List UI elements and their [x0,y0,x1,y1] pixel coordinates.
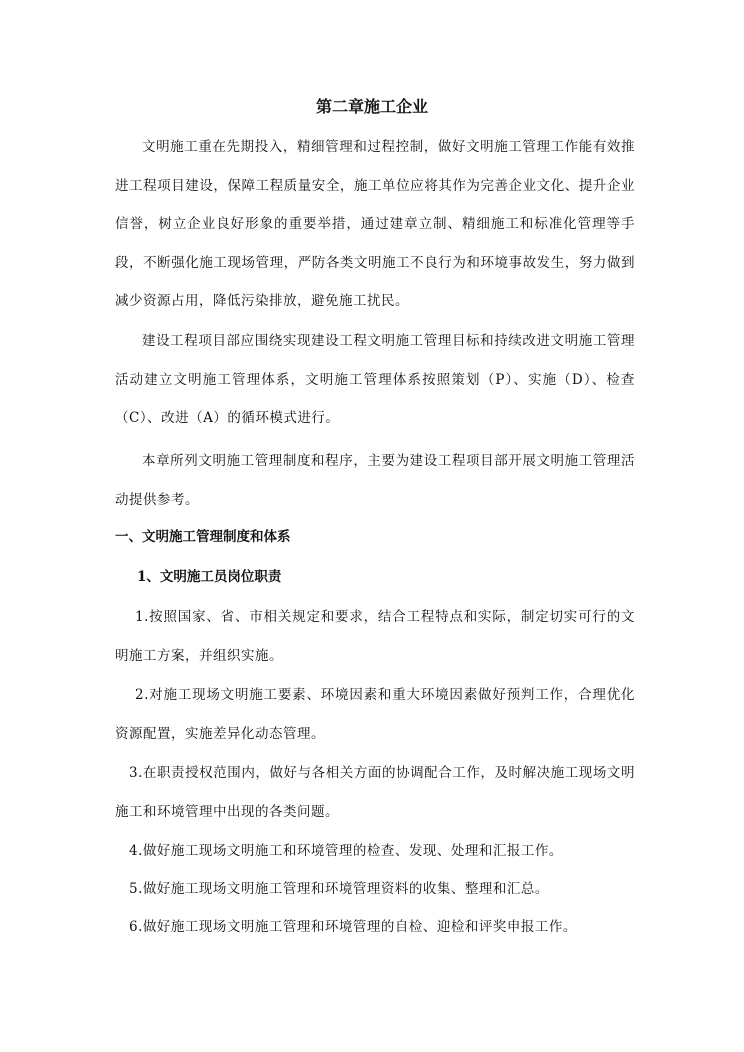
duty-item-1: 1.按照国家、省、市相关规定和要求，结合工程特点和实际，制定切实可行的文明施工方案，并组织实施。 [115,609,635,664]
duty-item-6: 6.做好施工现场文明施工管理和环境管理的自检、迎检和评奖申报工作。 [129,919,577,935]
duty-item-5: 5.做好施工现场文明施工管理和环境管理资料的收集、整理和汇总。 [129,881,549,897]
duty-item-2: 2.对施工现场文明施工要素、环境因素和重大环境因素做好预判工作，合理优化资源配置，实施差异化动态管理。 [115,687,635,742]
section-heading: 一、文明施工管理制度和体系 [115,529,291,545]
duty-item-3: 3.在职责授权范围内，做好与各相关方面的协调配合工作，及时解决施工现场文明施工和环境管理中出现的各类问题。 [115,765,635,820]
subsection-heading: 1、文明施工员岗位职责 [137,569,282,585]
chapter-title: 第二章施工企业 [315,97,428,116]
duty-item-4: 4.做好施工现场文明施工和环境管理的检查、发现、处理和汇报工作。 [129,843,563,859]
intro-paragraph-3: 本章所列文明施工管理制度和程序，主要为建设工程项目部开展文明施工管理活动提供参考。 [115,453,635,508]
intro-paragraph-2: 建设工程项目部应围绕实现建设工程文明施工管理目标和持续改进文明施工管理活动建立文明施工管理体系，文明施工管理体系按照策划（P）、实施（D）、检查（C）、改进（A）的循环模式进行。 [115,333,635,426]
intro-paragraph-1: 文明施工重在先期投入，精细管理和过程控制，做好文明施工管理工作能有效推进工程项目建设，保障工程质量安全，施工单位应将其作为完善企业文化、提升企业信誉，树立企业良好形象的重要举措，通过建章立制、精细施工和标准化管理等手段，不断强化施工现场管理，严防各类文明施工不良行为和环境事故发生，努力做到减少资源占用，降低污染排放，避免施工扰民。 [115,139,635,309]
